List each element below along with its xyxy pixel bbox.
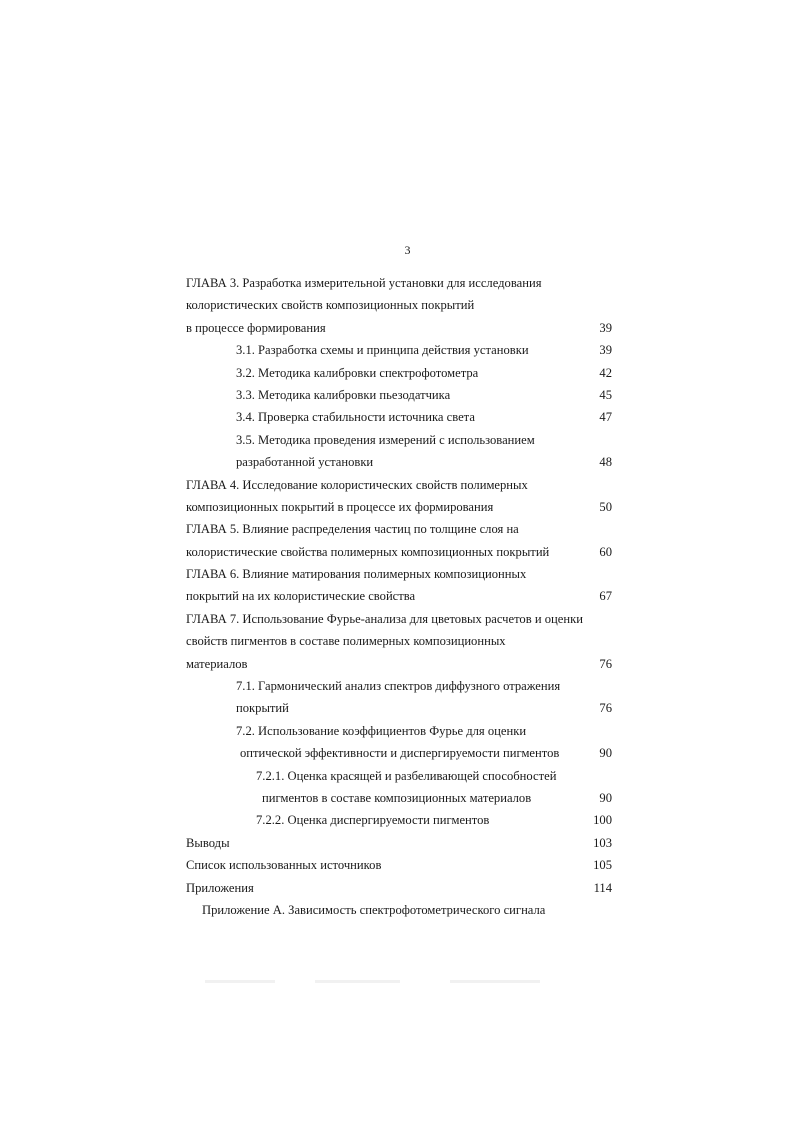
toc-page-number: 50 — [599, 499, 612, 514]
table-of-contents — [186, 272, 626, 921]
toc-entry-text: 7.1. Гармонический анализ спектров диффузного отражения — [236, 679, 561, 694]
toc-page-number: 48 — [599, 455, 612, 470]
toc-entry-text: Список использованных источников — [186, 858, 382, 873]
toc-page-number: 42 — [599, 365, 612, 380]
toc-page-number: 100 — [593, 813, 612, 828]
toc-page-number: 39 — [599, 320, 612, 335]
toc-line — [186, 317, 626, 339]
toc-line — [186, 877, 626, 899]
toc-entry-text: 3.4. Проверка стабильности источника света — [236, 410, 475, 425]
toc-line — [186, 474, 626, 496]
toc-entry-text: Выводы — [186, 835, 230, 850]
toc-entry-text: материалов — [186, 656, 248, 671]
toc-page-number: 76 — [599, 701, 612, 716]
toc-page-number: 114 — [593, 880, 612, 895]
toc-page-number: 76 — [599, 656, 612, 671]
toc-entry-text: ГЛАВА 3. Разработка измерительной установки для исследования — [186, 276, 542, 290]
toc-line — [186, 765, 626, 787]
toc-line — [186, 541, 626, 563]
toc-entry-text: колористические свойства полимерных композиционных покрытий — [186, 544, 550, 559]
toc-line — [186, 585, 626, 607]
toc-entry-text: ГЛАВА 5. Влияние распределения частиц по толщине слоя на — [186, 522, 519, 537]
toc-line — [186, 832, 626, 854]
toc-page-number: 47 — [599, 410, 612, 425]
toc-line — [186, 854, 626, 876]
toc-entry-text: 3.1. Разработка схемы и принципа действия установки — [236, 343, 529, 358]
toc-page-number: 90 — [599, 790, 612, 805]
toc-entry-text: пигментов в составе композиционных материалов — [262, 790, 532, 805]
toc-entry-text: колористических свойств композиционных покрытий — [186, 298, 475, 313]
toc-line — [186, 787, 626, 809]
toc-page-number: 45 — [599, 387, 612, 402]
toc-page-number: 90 — [599, 746, 612, 761]
toc-entry-text: 7.2. Использование коэффициентов Фурье для оценки — [236, 723, 527, 738]
toc-line — [186, 429, 626, 451]
toc-line — [186, 697, 626, 719]
toc-entry-text: ГЛАВА 7. Использование Фурье-анализа для цветовых расчетов и оценки — [186, 611, 583, 626]
toc-entry-text: разработанной установки — [236, 455, 374, 470]
toc-entry-text: в процессе формирования — [186, 320, 326, 335]
toc-line — [186, 406, 626, 428]
toc-page-number: 60 — [599, 544, 612, 559]
toc-line — [186, 563, 626, 585]
toc-line — [186, 653, 626, 675]
page-number: 3 — [404, 243, 411, 257]
toc-entry-text: 7.2.1. Оценка красящей и разбеливающей способностей — [256, 768, 557, 783]
toc-line — [186, 675, 626, 697]
toc-line — [186, 272, 626, 294]
toc-line — [186, 809, 626, 831]
toc-entry-text: ГЛАВА 4. Исследование колористических свойств полимерных — [186, 477, 528, 492]
toc-page-number: 105 — [593, 858, 612, 873]
toc-entry-text: покрытий — [236, 701, 289, 716]
toc-line — [186, 496, 626, 518]
toc-line — [186, 294, 626, 316]
toc-entry-text: 3.2. Методика калибровки спектрофотометра — [236, 365, 479, 380]
scan-artifact — [450, 980, 540, 983]
toc-line — [186, 451, 626, 473]
toc-line — [186, 720, 626, 742]
toc-entry-text: свойств пигментов в составе полимерных композиционных — [186, 634, 506, 649]
scan-artifact — [315, 980, 400, 983]
toc-entry-text: 3.5. Методика проведения измерений с использованием — [236, 432, 535, 447]
toc-line — [186, 518, 626, 540]
toc-entry-text: покрытий на их колористические свойства — [186, 589, 416, 604]
toc-page-number: 39 — [599, 343, 612, 358]
toc-line — [186, 630, 626, 652]
toc-line — [186, 384, 626, 406]
toc-entry-text: ГЛАВА 6. Влияние матирования полимерных композиционных — [186, 567, 527, 582]
toc-entry-text: оптической эффективности и диспергируемости пигментов — [240, 746, 560, 761]
toc-entry-text: композиционных покрытий в процессе их формирования — [186, 499, 494, 514]
toc-line — [186, 742, 626, 764]
toc-line — [186, 608, 626, 630]
toc-line — [186, 899, 626, 921]
toc-entry-text: Приложение А. Зависимость спектрофотометрического сигнала — [202, 902, 546, 917]
toc-entry-text: 7.2.2. Оценка диспергируемости пигментов — [256, 813, 490, 828]
toc-entry-text: Приложения — [186, 880, 254, 895]
toc-line — [186, 339, 626, 361]
toc-line — [186, 362, 626, 384]
scan-artifact — [205, 980, 275, 983]
toc-entry-text: 3.3. Методика калибровки пьезодатчика — [236, 387, 451, 402]
toc-page-number: 103 — [593, 835, 612, 850]
toc-page-number: 67 — [599, 589, 612, 604]
